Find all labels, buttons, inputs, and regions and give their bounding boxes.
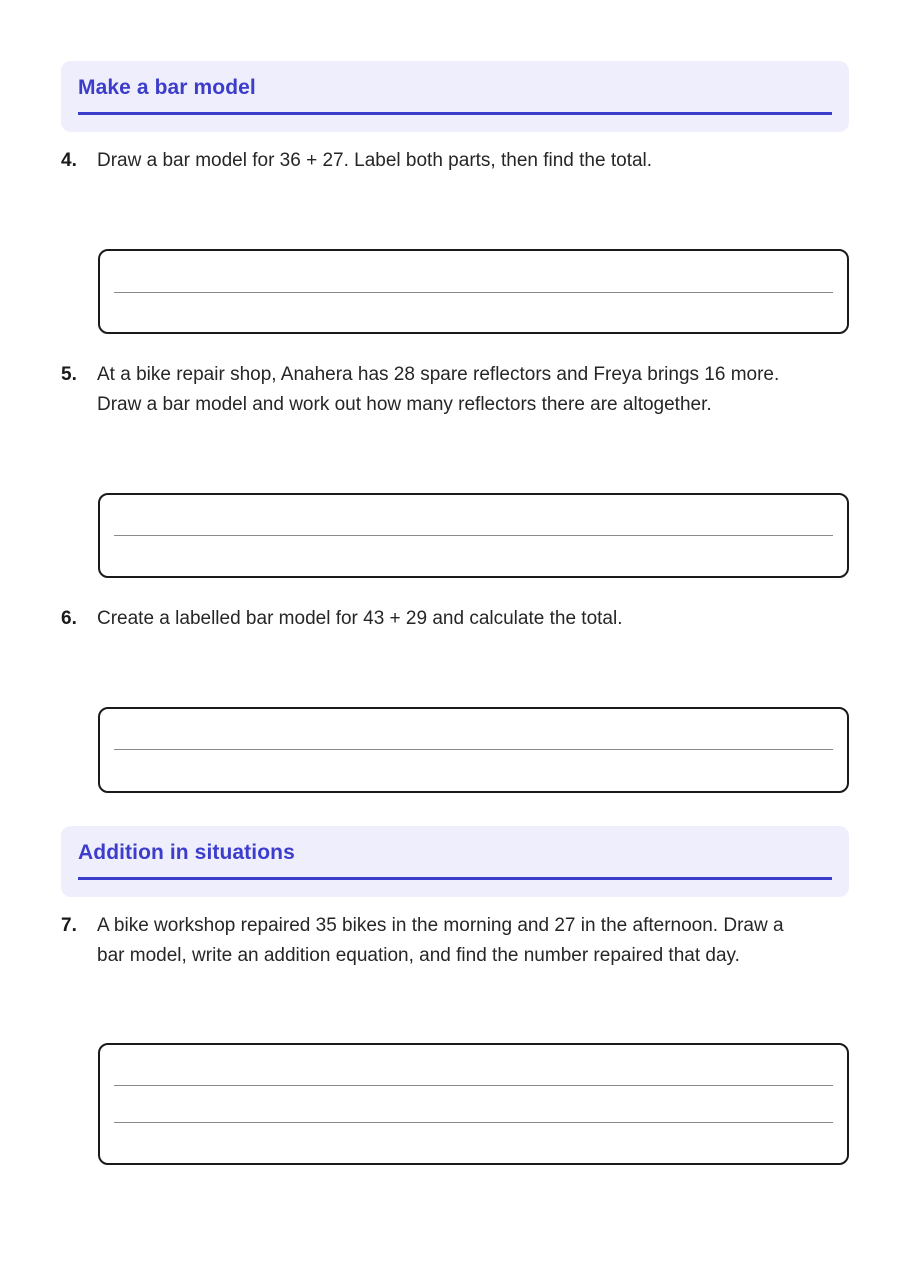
section-title: Make a bar model [78,76,256,99]
question-text [97,146,849,176]
question-text-line: At a bike repair shop, Anahera has 28 spare reflectors and Freya brings 16 more. [97,364,780,385]
question-text [97,911,849,971]
question-text-line: Draw a bar model and work out how many reflectors there are altogether. [97,394,712,415]
answer-line [114,1085,833,1086]
question-text-line: bar model, write an addition equation, and find the number repaired that day. [97,945,740,966]
section-underline [78,112,832,115]
section-underline [78,877,832,880]
section-title: Addition in situations [78,841,295,864]
question-text [97,604,849,634]
question-text-line: A bike workshop repaired 35 bikes in the morning and 27 in the afternoon. Draw a [97,915,784,936]
answer-box-5[interactable] [98,493,849,578]
answer-box-6[interactable] [98,707,849,793]
question-number: 6. [61,608,77,629]
section-header-addition-in-situations [61,826,849,897]
answer-box-4[interactable] [98,249,849,334]
answer-line [114,749,833,750]
question-text-line: Draw a bar model for 36 + 27. Label both parts, then find the total. [97,150,653,171]
section-header-make-a-bar-model [61,61,849,132]
question-number: 4. [61,150,77,171]
answer-box-7[interactable] [98,1043,849,1165]
answer-line [114,535,833,536]
question-number: 5. [61,364,77,385]
answer-line [114,292,833,293]
answer-line [114,1122,833,1123]
question-text-line: Create a labelled bar model for 43 + 29 and calculate the total. [97,608,623,629]
question-text [97,360,849,420]
question-number: 7. [61,915,77,936]
